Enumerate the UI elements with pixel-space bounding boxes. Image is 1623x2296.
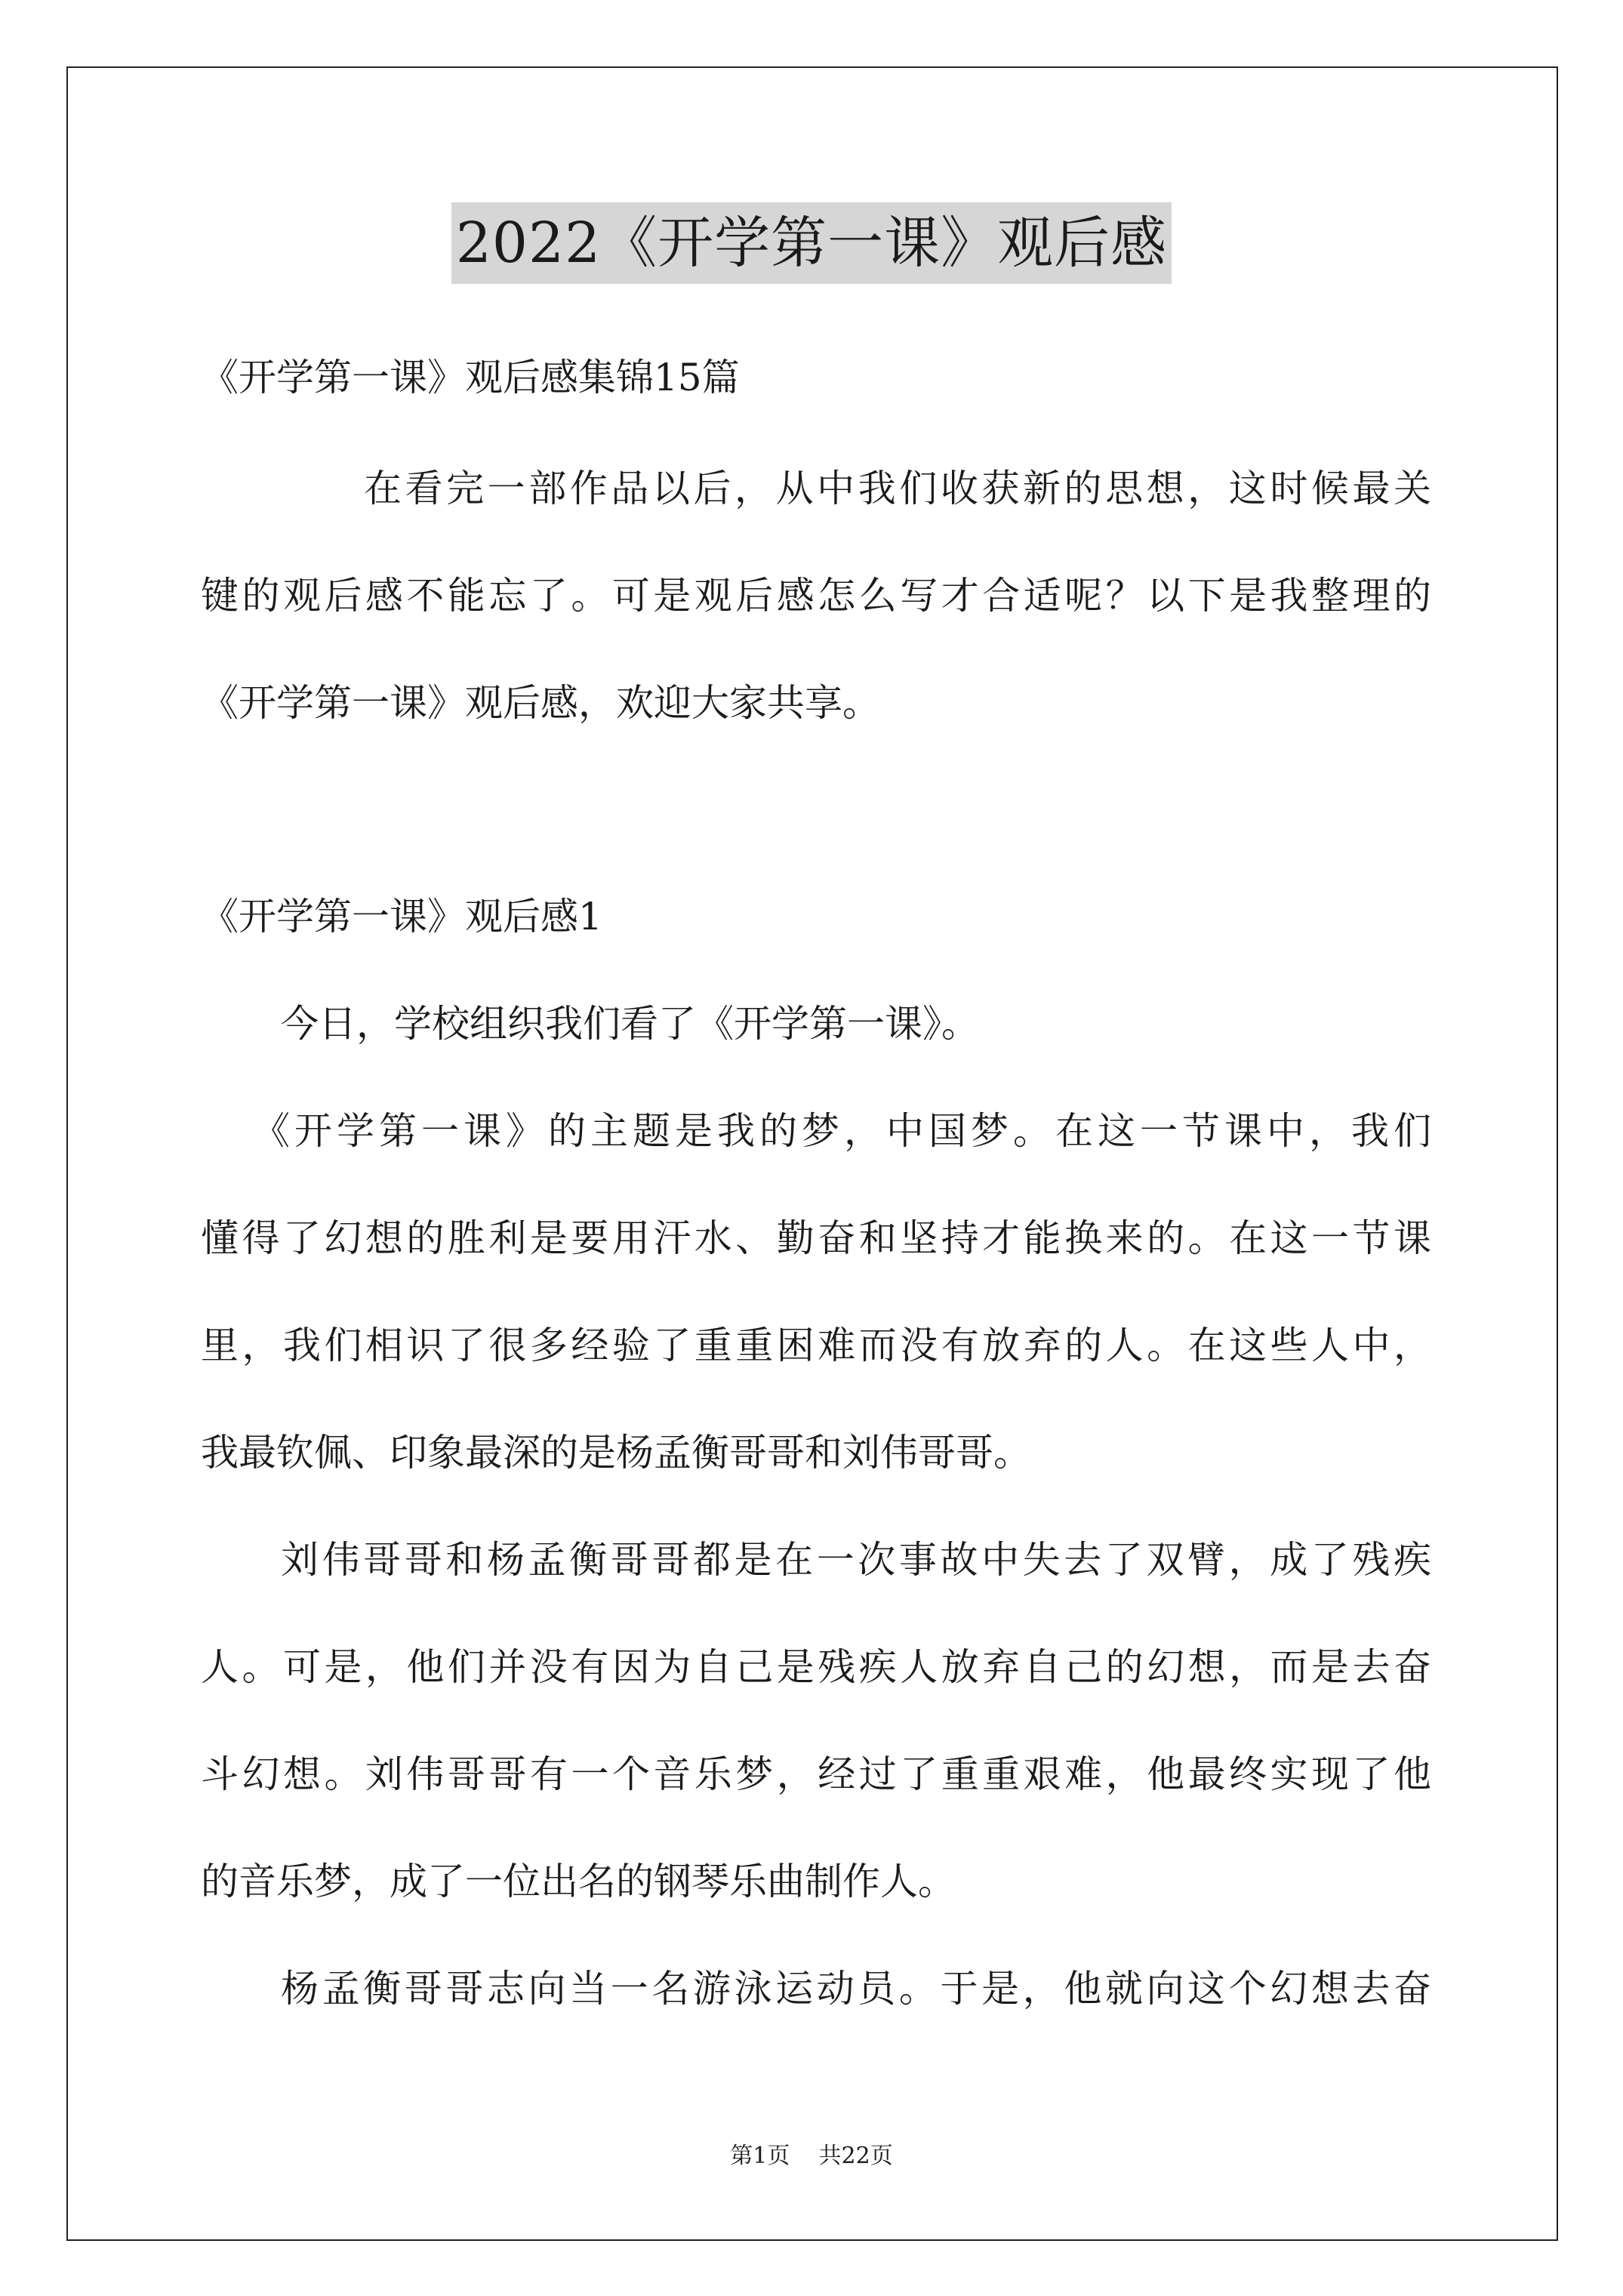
paragraph-line: 的音乐梦，成了一位出名的钢琴乐曲制作人。 — [201, 1860, 956, 1903]
page-total: 共22页 — [818, 2143, 893, 2169]
intro-line: 在看完一部作品以后，从中我们收获新的思想，这时候最关 — [364, 467, 1431, 510]
paragraph-line: 里，我们相识了很多经验了重重困难而没有放弃的人。在这些人中， — [201, 1324, 1431, 1367]
section-heading: 《开学第一课》观后感1 — [201, 895, 602, 938]
paragraph-line: 懂得了幻想的胜利是要用汗水、勤奋和坚持才能换来的。在这一节课 — [201, 1216, 1431, 1260]
paragraph-line: 我最钦佩、印象最深的是杨孟衡哥哥和刘伟哥哥。 — [201, 1431, 1031, 1475]
page-footer — [0, 2143, 1623, 2170]
title-container — [0, 202, 1623, 284]
intro-line: 《开学第一课》观后感，欢迎大家共享。 — [201, 681, 880, 725]
paragraph-line: 杨孟衡哥哥志向当一名游泳运动员。于是，他就向这个幻想去奋 — [281, 1967, 1431, 2011]
page-number: 第1页 — [730, 2143, 790, 2169]
document-subtitle: 《开学第一课》观后感集锦15篇 — [201, 356, 740, 399]
paragraph-line: 今日，学校组织我们看了《开学第一课》。 — [281, 1002, 979, 1046]
paragraph-line: 《开学第一课》的主题是我的梦，中国梦。在这一节课中，我们 — [252, 1109, 1431, 1153]
paragraph-line: 斗幻想。刘伟哥哥有一个音乐梦，经过了重重艰难，他最终实现了他 — [201, 1752, 1431, 1796]
paragraph-line: 刘伟哥哥和杨孟衡哥哥都是在一次事故中失去了双臂，成了残疾 — [281, 1538, 1431, 1582]
document-title: 2022《开学第一课》观后感 — [451, 202, 1172, 284]
intro-line: 键的观后感不能忘了。可是观后感怎么写才合适呢？以下是我整理的 — [201, 574, 1431, 618]
paragraph-line: 人。可是，他们并没有因为自己是残疾人放弃自己的幻想，而是去奋 — [201, 1645, 1431, 1689]
